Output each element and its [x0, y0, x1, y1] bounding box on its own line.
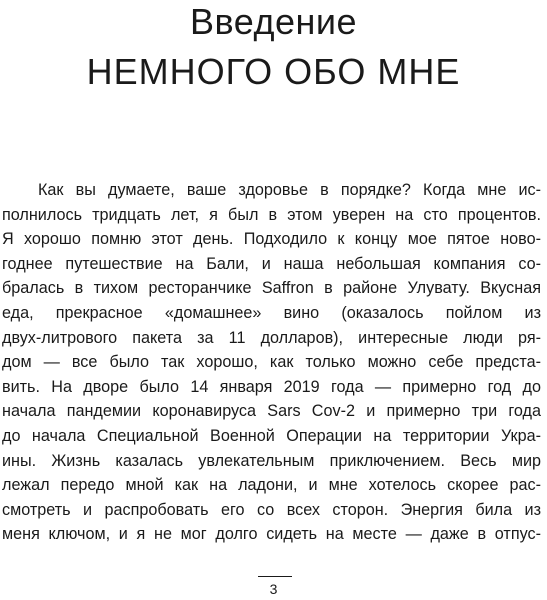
- chapter-title: НЕМНОГО ОБО МНЕ: [86, 51, 461, 92]
- text-line: Я хорошо помню этот день. Подходило к концу мое пятое ново-: [2, 230, 541, 249]
- text-line: годнее путешествие на Бали, и наша небольшая компания со-: [2, 254, 541, 273]
- text-line: смотреть и распробовать его со всех сторон. Энергия била из: [2, 500, 541, 519]
- text-line: двух-литрового пакета за 11 долларов), интересные люди ря-: [2, 328, 541, 347]
- text-line: ины. Жизнь казалась увлекательным приключением. Весь мир: [2, 451, 541, 470]
- text-line: вить. На дворе было 14 января 2019 года — примерно год до: [2, 377, 541, 396]
- footer-rule: [258, 576, 292, 577]
- text-line: еда, прекрасное «домашнее» вино (оказалось пойлом из: [2, 303, 541, 322]
- text-line: дом — все было так хорошо, как только можно себе предста-: [2, 353, 541, 372]
- text-line: меня ключом, и я не мог долго сидеть на месте — даже в отпус-: [2, 525, 541, 544]
- body-paragraph: [2, 178, 541, 547]
- text-line: полнилось тридцать лет, я был в этом уверен на сто процентов.: [2, 205, 541, 224]
- text-line: бралась в тихом ресторанчике Saffron в районе Улувату. Вкусная: [2, 279, 541, 298]
- page-number: 3: [269, 581, 278, 597]
- text-line: до начала Специальной Военной Операции на территории Укра-: [2, 426, 541, 445]
- chapter-label: Введение: [189, 1, 357, 42]
- text-line: начала пандемии коронавируса Sars Cov-2 и примерно три года: [2, 402, 541, 421]
- text-line: лежал передо мной как на ладони, и мне хотелось скорее рас-: [2, 476, 541, 495]
- text-line: Как вы думаете, ваше здоровье в порядке? Когда мне ис-: [38, 181, 541, 199]
